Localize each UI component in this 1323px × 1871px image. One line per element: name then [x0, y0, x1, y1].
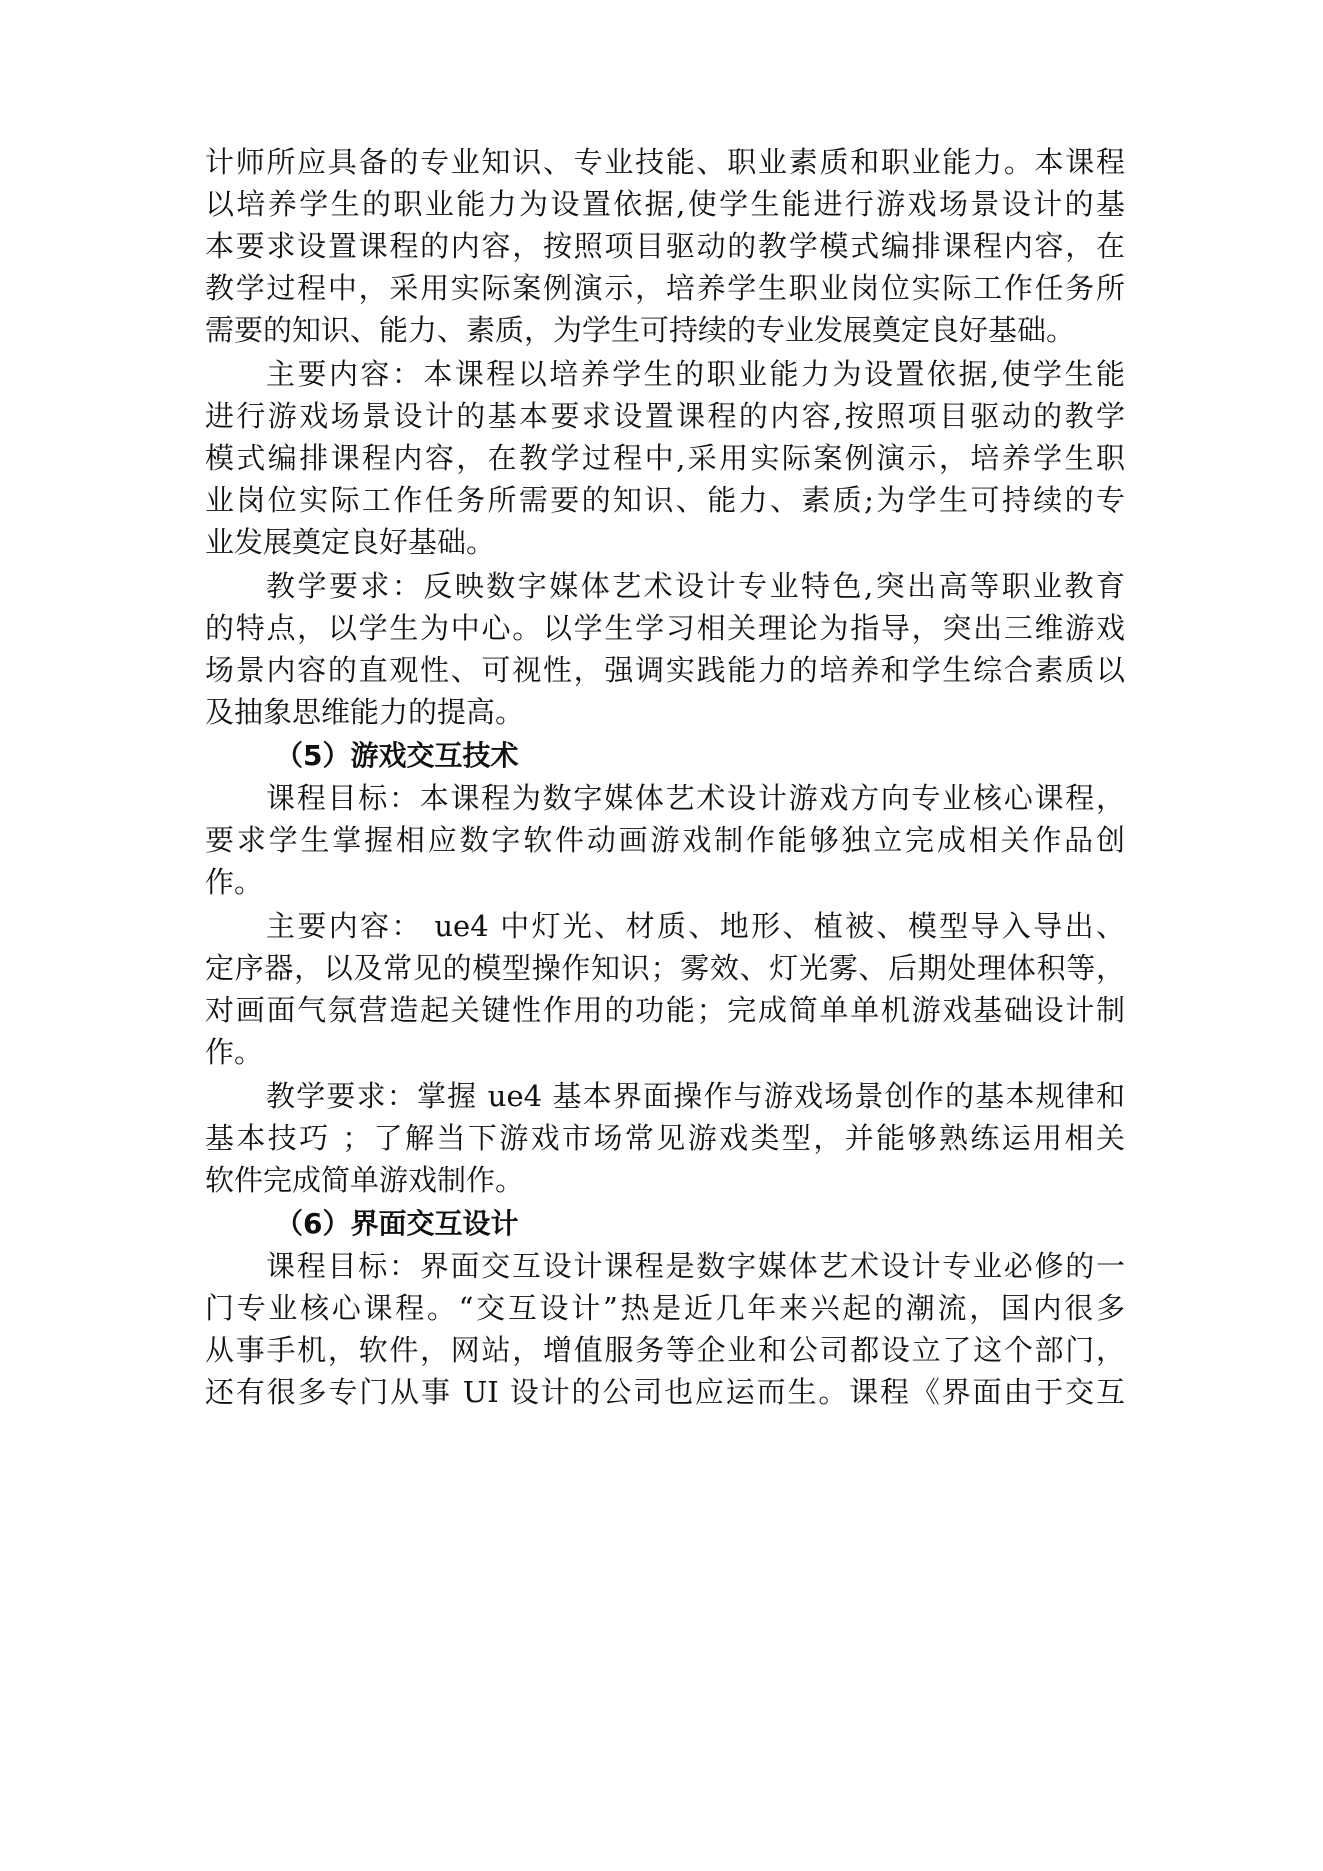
paragraph-line: 基本技巧 ；了解当下游戏市场常见游戏类型，并能够熟练运用相关: [205, 1121, 1125, 1155]
paragraph-line: 以培养学生的职业能力为设置依据,使学生能进行游戏场景设计的基: [205, 187, 1125, 221]
paragraph-line: 场景内容的直观性、可视性，强调实践能力的培养和学生综合素质以: [205, 653, 1125, 687]
paragraph-line: 模式编排课程内容，在教学过程中,采用实际案例演示，培养学生职: [205, 441, 1125, 475]
paragraph-line: 教学过程中，采用实际案例演示，培养学生职业岗位实际工作任务所: [205, 271, 1125, 305]
section-heading: （5）游戏交互技术: [275, 739, 519, 772]
paragraph-line: 门专业核心课程。“交互设计”热是近几年来兴起的潮流，国内很多: [205, 1291, 1125, 1325]
paragraph-line: 还有很多专门从事 UI 设计的公司也应运而生。课程《界面由于交互: [205, 1375, 1125, 1409]
paragraph-line: 对画面气氛营造起关键性作用的功能；完成简单单机游戏基础设计制: [205, 993, 1125, 1027]
section-heading: （6）界面交互设计: [275, 1207, 519, 1240]
paragraph-line: 从事手机，软件，网站，增值服务等企业和公司都设立了这个部门，: [205, 1333, 1125, 1367]
paragraph-line: 作。: [205, 865, 264, 899]
paragraph-line: 课程目标：界面交互设计课程是数字媒体艺术设计专业必修的一: [266, 1249, 1125, 1283]
paragraph-line: 计师所应具备的专业知识、专业技能、职业素质和职业能力。本课程: [205, 145, 1125, 179]
paragraph-line: 业发展奠定良好基础。: [205, 525, 496, 559]
paragraph-line: 主要内容： ue4 中灯光、材质、地形、植被、模型导入导出、: [266, 909, 1125, 943]
paragraph-line: 课程目标：本课程为数字媒体艺术设计游戏方向专业核心课程，: [266, 781, 1125, 815]
paragraph-line: 的特点，以学生为中心。以学生学习相关理论为指导，突出三维游戏: [205, 611, 1125, 645]
paragraph-line: 要求学生掌握相应数字软件动画游戏制作能够独立完成相关作品创: [205, 823, 1125, 857]
paragraph-line: 教学要求：反映数字媒体艺术设计专业特色,突出高等职业教育: [266, 569, 1125, 603]
paragraph-line: 进行游戏场景设计的基本要求设置课程的内容,按照项目驱动的教学: [205, 399, 1125, 433]
paragraph-line: 定序器，以及常见的模型操作知识；雾效、灯光雾、后期处理体积等，: [205, 951, 1125, 985]
paragraph-line: 软件完成简单游戏制作。: [205, 1163, 525, 1197]
paragraph-line: 教学要求：掌握 ue4 基本界面操作与游戏场景创作的基本规律和: [266, 1079, 1125, 1113]
paragraph-line: 作。: [205, 1035, 264, 1069]
paragraph-line: 及抽象思维能力的提高。: [205, 695, 525, 729]
paragraph-line: 主要内容：本课程以培养学生的职业能力为设置依据,使学生能: [266, 357, 1125, 391]
paragraph-line: 业岗位实际工作任务所需要的知识、能力、素质;为学生可持续的专: [205, 483, 1125, 517]
paragraph-line: 本要求设置课程的内容，按照项目驱动的教学模式编排课程内容，在: [205, 229, 1125, 263]
paragraph-line: 需要的知识、能力、素质，为学生可持续的专业发展奠定良好基础。: [205, 313, 1076, 347]
